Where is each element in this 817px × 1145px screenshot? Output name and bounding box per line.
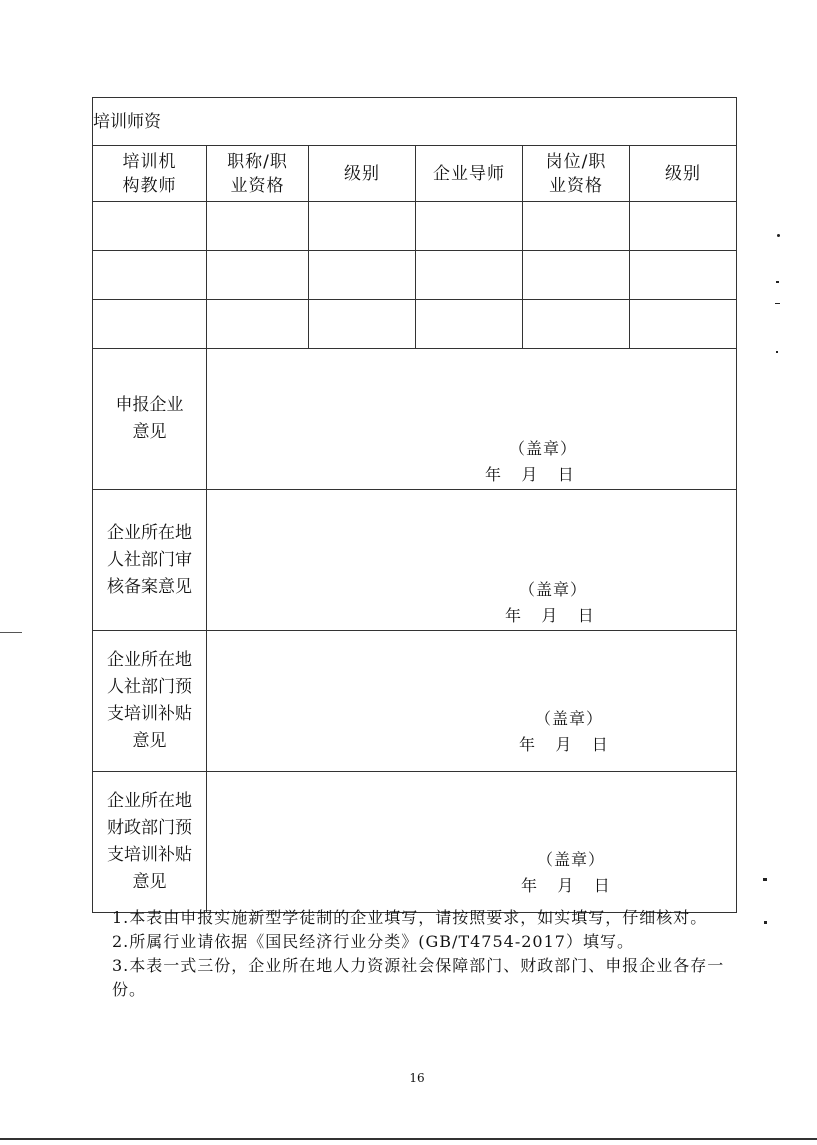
table-cell[interactable] (630, 202, 737, 251)
table-cell[interactable] (93, 300, 207, 349)
opinion-content-finance-subsidy[interactable] (207, 772, 737, 913)
table-cell[interactable] (207, 251, 309, 300)
opinion-row-finance-subsidy (93, 772, 737, 913)
stamp-label: （盖章） (509, 439, 578, 458)
note-item: 1.本表由申报实施新型学徒制的企业填写，请按照要求，如实填写，仔细核对。 (112, 908, 708, 927)
scan-speck (777, 234, 780, 237)
stamp-label: （盖章） (535, 709, 604, 728)
table-cell[interactable] (630, 300, 737, 349)
table-cell[interactable] (309, 300, 416, 349)
opinion-label-applicant: 申报企业意见 (93, 349, 207, 490)
opinion-content-hr-subsidy[interactable] (207, 631, 737, 772)
table-row (93, 300, 737, 349)
opinion-label-hr-subsidy: 企业所在地人社部门预支培训补贴意见 (93, 631, 207, 772)
opinion-row-hr-subsidy (93, 631, 737, 772)
header-title-qualification: 职称/职业资格 (207, 146, 309, 202)
scan-speck (776, 351, 778, 353)
scan-speck (763, 878, 767, 881)
table-cell[interactable] (93, 202, 207, 251)
table-cell[interactable] (523, 300, 630, 349)
opinion-row-applicant (93, 349, 737, 490)
section-title: 培训师资 (93, 98, 737, 146)
date-label: 年 月 日 (519, 735, 608, 754)
opinion-content-applicant[interactable] (207, 349, 737, 490)
table-cell[interactable] (93, 251, 207, 300)
date-label: 年 月 日 (505, 606, 594, 625)
opinion-row-hr-filing (93, 490, 737, 631)
table-cell[interactable] (416, 300, 523, 349)
opinion-label-finance-subsidy: 企业所在地财政部门预支培训补贴意见 (93, 772, 207, 913)
page-number: 16 (409, 1071, 425, 1085)
table-cell[interactable] (309, 251, 416, 300)
header-post-qualification: 岗位/职业资格 (523, 146, 630, 202)
stamp-label: （盖章） (537, 850, 606, 869)
table-cell[interactable] (416, 202, 523, 251)
apprenticeship-form-table (92, 97, 737, 913)
table-row (93, 202, 737, 251)
table-cell[interactable] (207, 202, 309, 251)
table-cell[interactable] (523, 202, 630, 251)
header-level-2: 级别 (630, 146, 737, 202)
table-row (93, 251, 737, 300)
header-level-1: 级别 (309, 146, 416, 202)
table-cell[interactable] (309, 202, 416, 251)
scan-speck (776, 281, 779, 283)
opinion-content-hr-filing[interactable] (207, 490, 737, 631)
table-cell[interactable] (416, 251, 523, 300)
scan-speck (775, 303, 780, 304)
table-cell[interactable] (207, 300, 309, 349)
note-item: 2.所属行业请依据《国民经济行业分类》(GB/T4754-2017）填写。 (112, 932, 634, 951)
scan-bottom-edge (0, 1138, 817, 1140)
table-cell[interactable] (523, 251, 630, 300)
stamp-label: （盖章） (519, 580, 588, 599)
header-training-teacher: 培训机构教师 (93, 146, 207, 202)
scan-edge-mark (0, 632, 22, 633)
section-title-row (93, 98, 737, 146)
table-cell[interactable] (630, 251, 737, 300)
table-header-row (93, 146, 737, 202)
date-label: 年 月 日 (521, 876, 610, 895)
date-label: 年 月 日 (485, 465, 574, 484)
form-notes (112, 906, 732, 1002)
note-item: 3.本表一式三份，企业所在地人力资源社会保障部门、财政部门、申报企业各存一份。 (112, 956, 725, 999)
header-enterprise-mentor: 企业导师 (416, 146, 523, 202)
opinion-label-hr-filing: 企业所在地人社部门审核备案意见 (93, 490, 207, 631)
scan-speck (764, 921, 767, 924)
